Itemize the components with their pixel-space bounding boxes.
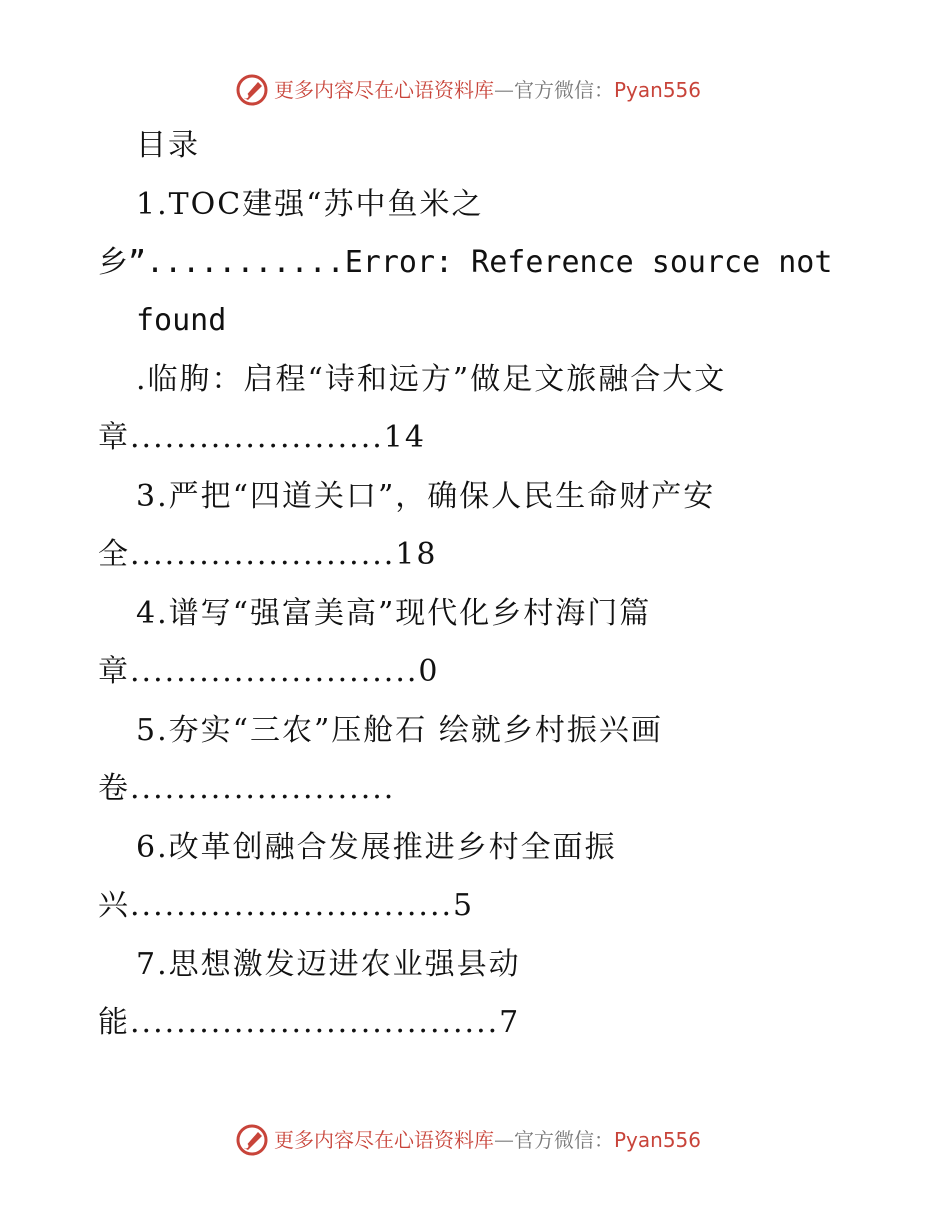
- toc-line-1-cont2[interactable]: found: [136, 303, 227, 338]
- toc-title: 目录: [136, 128, 200, 163]
- toc-line-4[interactable]: 4.谱写“强富美高”现代化乡村海门篇: [136, 596, 652, 631]
- toc-line-7-cont[interactable]: 能................................7: [98, 1005, 521, 1040]
- watermark-text: [274, 1128, 701, 1152]
- watermark-label: 官方微信：: [514, 78, 614, 102]
- toc-line-6[interactable]: 6.改革创融合发展推进乡村全面振: [136, 830, 617, 865]
- toc-line-7[interactable]: 7.思想激发迈进农业强县动: [136, 947, 521, 982]
- toc-line-6-cont[interactable]: 兴............................5: [98, 888, 475, 923]
- watermark-footer: [0, 1120, 950, 1160]
- watermark-separator: —: [494, 78, 514, 102]
- pen-logo-icon: [234, 1122, 270, 1158]
- watermark-brand: 更多内容尽在心语资料库: [274, 78, 494, 102]
- toc-line-2-cont[interactable]: 章......................14: [98, 420, 426, 455]
- toc-line-5[interactable]: 5.夯实“三农”压舱石 绘就乡村振兴画: [136, 713, 663, 748]
- watermark-brand: 更多内容尽在心语资料库: [274, 1128, 494, 1152]
- pen-logo-icon: [234, 72, 270, 108]
- watermark-separator: —: [494, 1128, 514, 1152]
- toc-line-2[interactable]: .临朐：启程“诗和远方”做足文旅融合大文: [136, 362, 727, 397]
- watermark-id: Pyan556: [614, 1128, 702, 1152]
- toc-line-3[interactable]: 3.严把“四道关口”，确保人民生命财产安: [136, 479, 716, 514]
- toc-line-4-cont[interactable]: 章.........................0: [98, 654, 440, 689]
- toc-line-5-cont[interactable]: 卷.......................: [98, 771, 396, 806]
- toc-line-1-cont[interactable]: 乡”...........Error: Reference source not: [98, 245, 833, 280]
- watermark-id: Pyan556: [614, 78, 702, 102]
- watermark-label: 官方微信：: [514, 1128, 614, 1152]
- toc-line-1[interactable]: 1.TOC建强“苏中鱼米之: [136, 187, 484, 222]
- toc-line-3-cont[interactable]: 全.......................18: [98, 537, 438, 572]
- watermark-header: [0, 70, 950, 110]
- watermark-text: [274, 78, 701, 102]
